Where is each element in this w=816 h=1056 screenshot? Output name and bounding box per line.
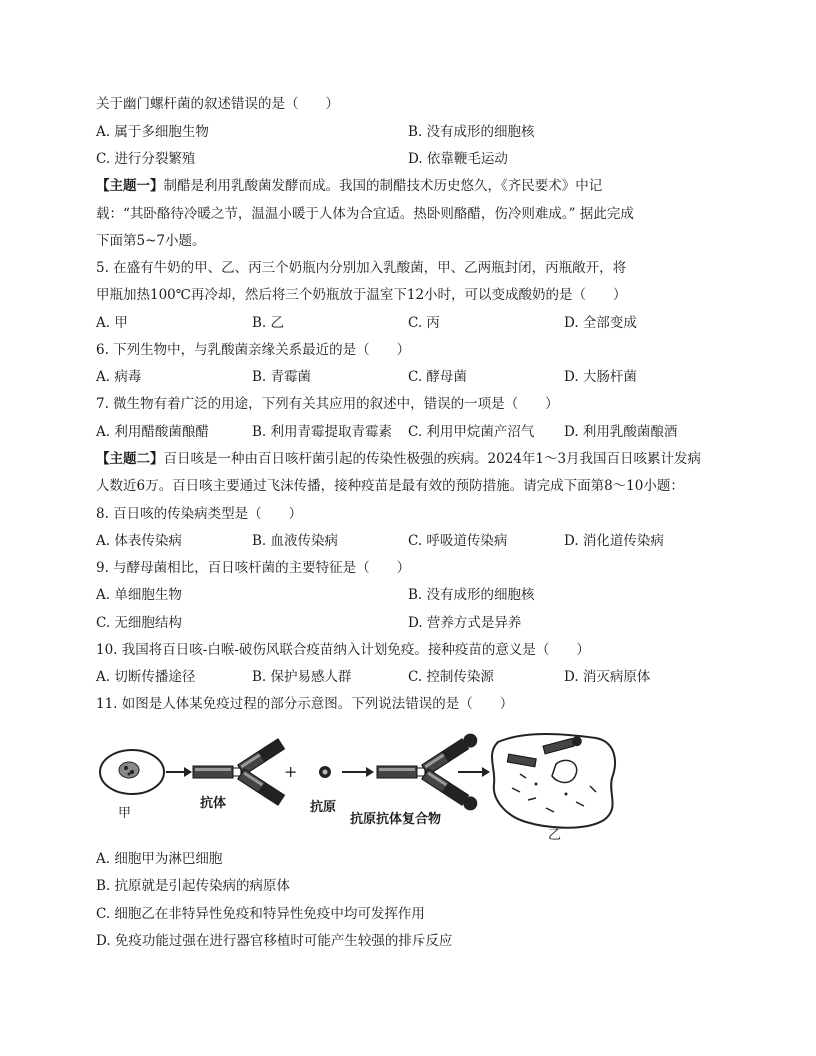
theme2-text1: 百日咳是一种由百日咳杆菌引起的传染性极强的疾病。2024年1～3月我国百日咳累计发病 <box>163 451 702 467</box>
q5-option-a: A. 甲 <box>96 315 128 331</box>
q5-stem-line1: 5. 在盛有牛奶的甲、乙、丙三个奶瓶内分别加入乳酸菌，甲、乙两瓶封闭，丙瓶敞开，将 <box>96 260 627 276</box>
q9-option-a: A. 单细胞生物 <box>96 587 182 603</box>
cell-yi-icon <box>492 734 615 828</box>
label-antibody: 抗体 <box>200 796 227 811</box>
q4-option-b: B. 没有成形的细胞核 <box>408 124 535 140</box>
q7-option-b: B. 利用青霉提取青霉素 <box>252 424 393 440</box>
q4-option-c: C. 进行分裂繁殖 <box>96 151 196 167</box>
q8-option-b: B. 血液传染病 <box>252 533 339 549</box>
immune-process-figure <box>96 728 636 846</box>
q4-stem: 关于幽门螺杆菌的叙述错误的是（ ） <box>96 96 339 112</box>
theme2-tag: 【主题二】 <box>96 451 164 467</box>
label-complex: 抗原抗体复合物 <box>350 812 442 827</box>
q9-option-b: B. 没有成形的细胞核 <box>408 587 535 603</box>
q7-option-d: D. 利用乳酸菌酿酒 <box>564 424 678 440</box>
q4-option-d: D. 依靠鞭毛运动 <box>408 151 508 167</box>
theme1-line1 <box>96 177 602 195</box>
cell-jia-nucleus <box>119 762 139 778</box>
q5-stem-line2: 甲瓶加热100℃再冷却，然后将三个奶瓶放于温室下12小时，可以变成酸奶的是（ ） <box>96 287 627 303</box>
q7-stem: 7. 微生物有着广泛的用途，下列有关其应用的叙述中，错误的一项是（ ） <box>96 396 559 412</box>
theme1-line2: 载：“其卧酪待冷暖之节，温温小暖于人体为合宜适。热卧则酪醋，伤冷则难成。” 据此完成 <box>96 206 634 222</box>
q10-stem: 10. 我国将百日咳-白喉-破伤风联合疫苗纳入计划免疫。接种疫苗的意义是（ ） <box>96 642 590 658</box>
q8-option-c: C. 呼吸道传染病 <box>408 533 508 549</box>
theme1-line3: 下面第5~7小题。 <box>96 233 206 249</box>
q11-option-b: B. 抗原就是引起传染病的病原体 <box>96 878 291 894</box>
q8-option-a: A. 体表传染病 <box>96 533 182 549</box>
theme2-line1 <box>96 450 701 468</box>
q11-option-a: A. 细胞甲为淋巴细胞 <box>96 851 223 867</box>
q11-option-c: C. 细胞乙在非特异性免疫和特异性免疫中均可发挥作用 <box>96 906 425 922</box>
label-yi: 乙 <box>548 828 562 843</box>
q10-option-d: D. 消灭病原体 <box>564 669 651 685</box>
q5-option-c: C. 丙 <box>408 315 440 331</box>
q11-option-d: D. 免疫功能过强在进行器官移植时可能产生较强的排斥反应 <box>96 933 453 949</box>
label-jia: 甲 <box>118 806 132 821</box>
theme2-line2: 人数近6万。百日咳主要通过飞沫传播，接种疫苗是最有效的预防措施。请完成下面第8～10小题： <box>96 478 684 494</box>
q6-stem: 6. 下列生物中，与乳酸菌亲缘关系最近的是（ ） <box>96 342 411 358</box>
q7-option-a: A. 利用醋酸菌酿醋 <box>96 424 209 440</box>
q9-option-d: D. 营养方式是异养 <box>408 615 522 631</box>
q8-option-d: D. 消化道传染病 <box>564 533 664 549</box>
q6-option-d: D. 大肠杆菌 <box>564 369 637 385</box>
q7-option-c: C. 利用甲烷菌产沼气 <box>408 424 535 440</box>
theme1-tag: 【主题一】 <box>96 178 164 194</box>
q6-option-b: B. 青霉菌 <box>252 369 312 385</box>
theme1-text1: 制醋是利用乳酸菌发酵而成。我国的制醋技术历史悠久，《齐民要术》中记 <box>163 178 603 194</box>
q9-stem: 9. 与酵母菌相比，百日咳杆菌的主要特征是（ ） <box>96 560 411 576</box>
label-plus: + <box>284 762 298 781</box>
q10-option-a: A. 切断传播途径 <box>96 669 196 685</box>
q5-option-b: B. 乙 <box>252 315 285 331</box>
q6-option-a: A. 病毒 <box>96 369 142 385</box>
q9-option-c: C. 无细胞结构 <box>96 615 182 631</box>
q4-option-a: A. 属于多细胞生物 <box>96 124 209 140</box>
label-antigen: 抗原 <box>310 800 337 815</box>
q5-option-d: D. 全部变成 <box>564 315 637 331</box>
q11-stem: 11. 如图是人体某免疫过程的部分示意图。下列说法错误的是（ ） <box>96 696 514 712</box>
q10-option-b: B. 保护易感人群 <box>252 669 352 685</box>
q8-stem: 8. 百日咳的传染病类型是（ ） <box>96 506 303 522</box>
q10-option-c: C. 控制传染源 <box>408 669 494 685</box>
q6-option-c: C. 酵母菌 <box>408 369 467 385</box>
